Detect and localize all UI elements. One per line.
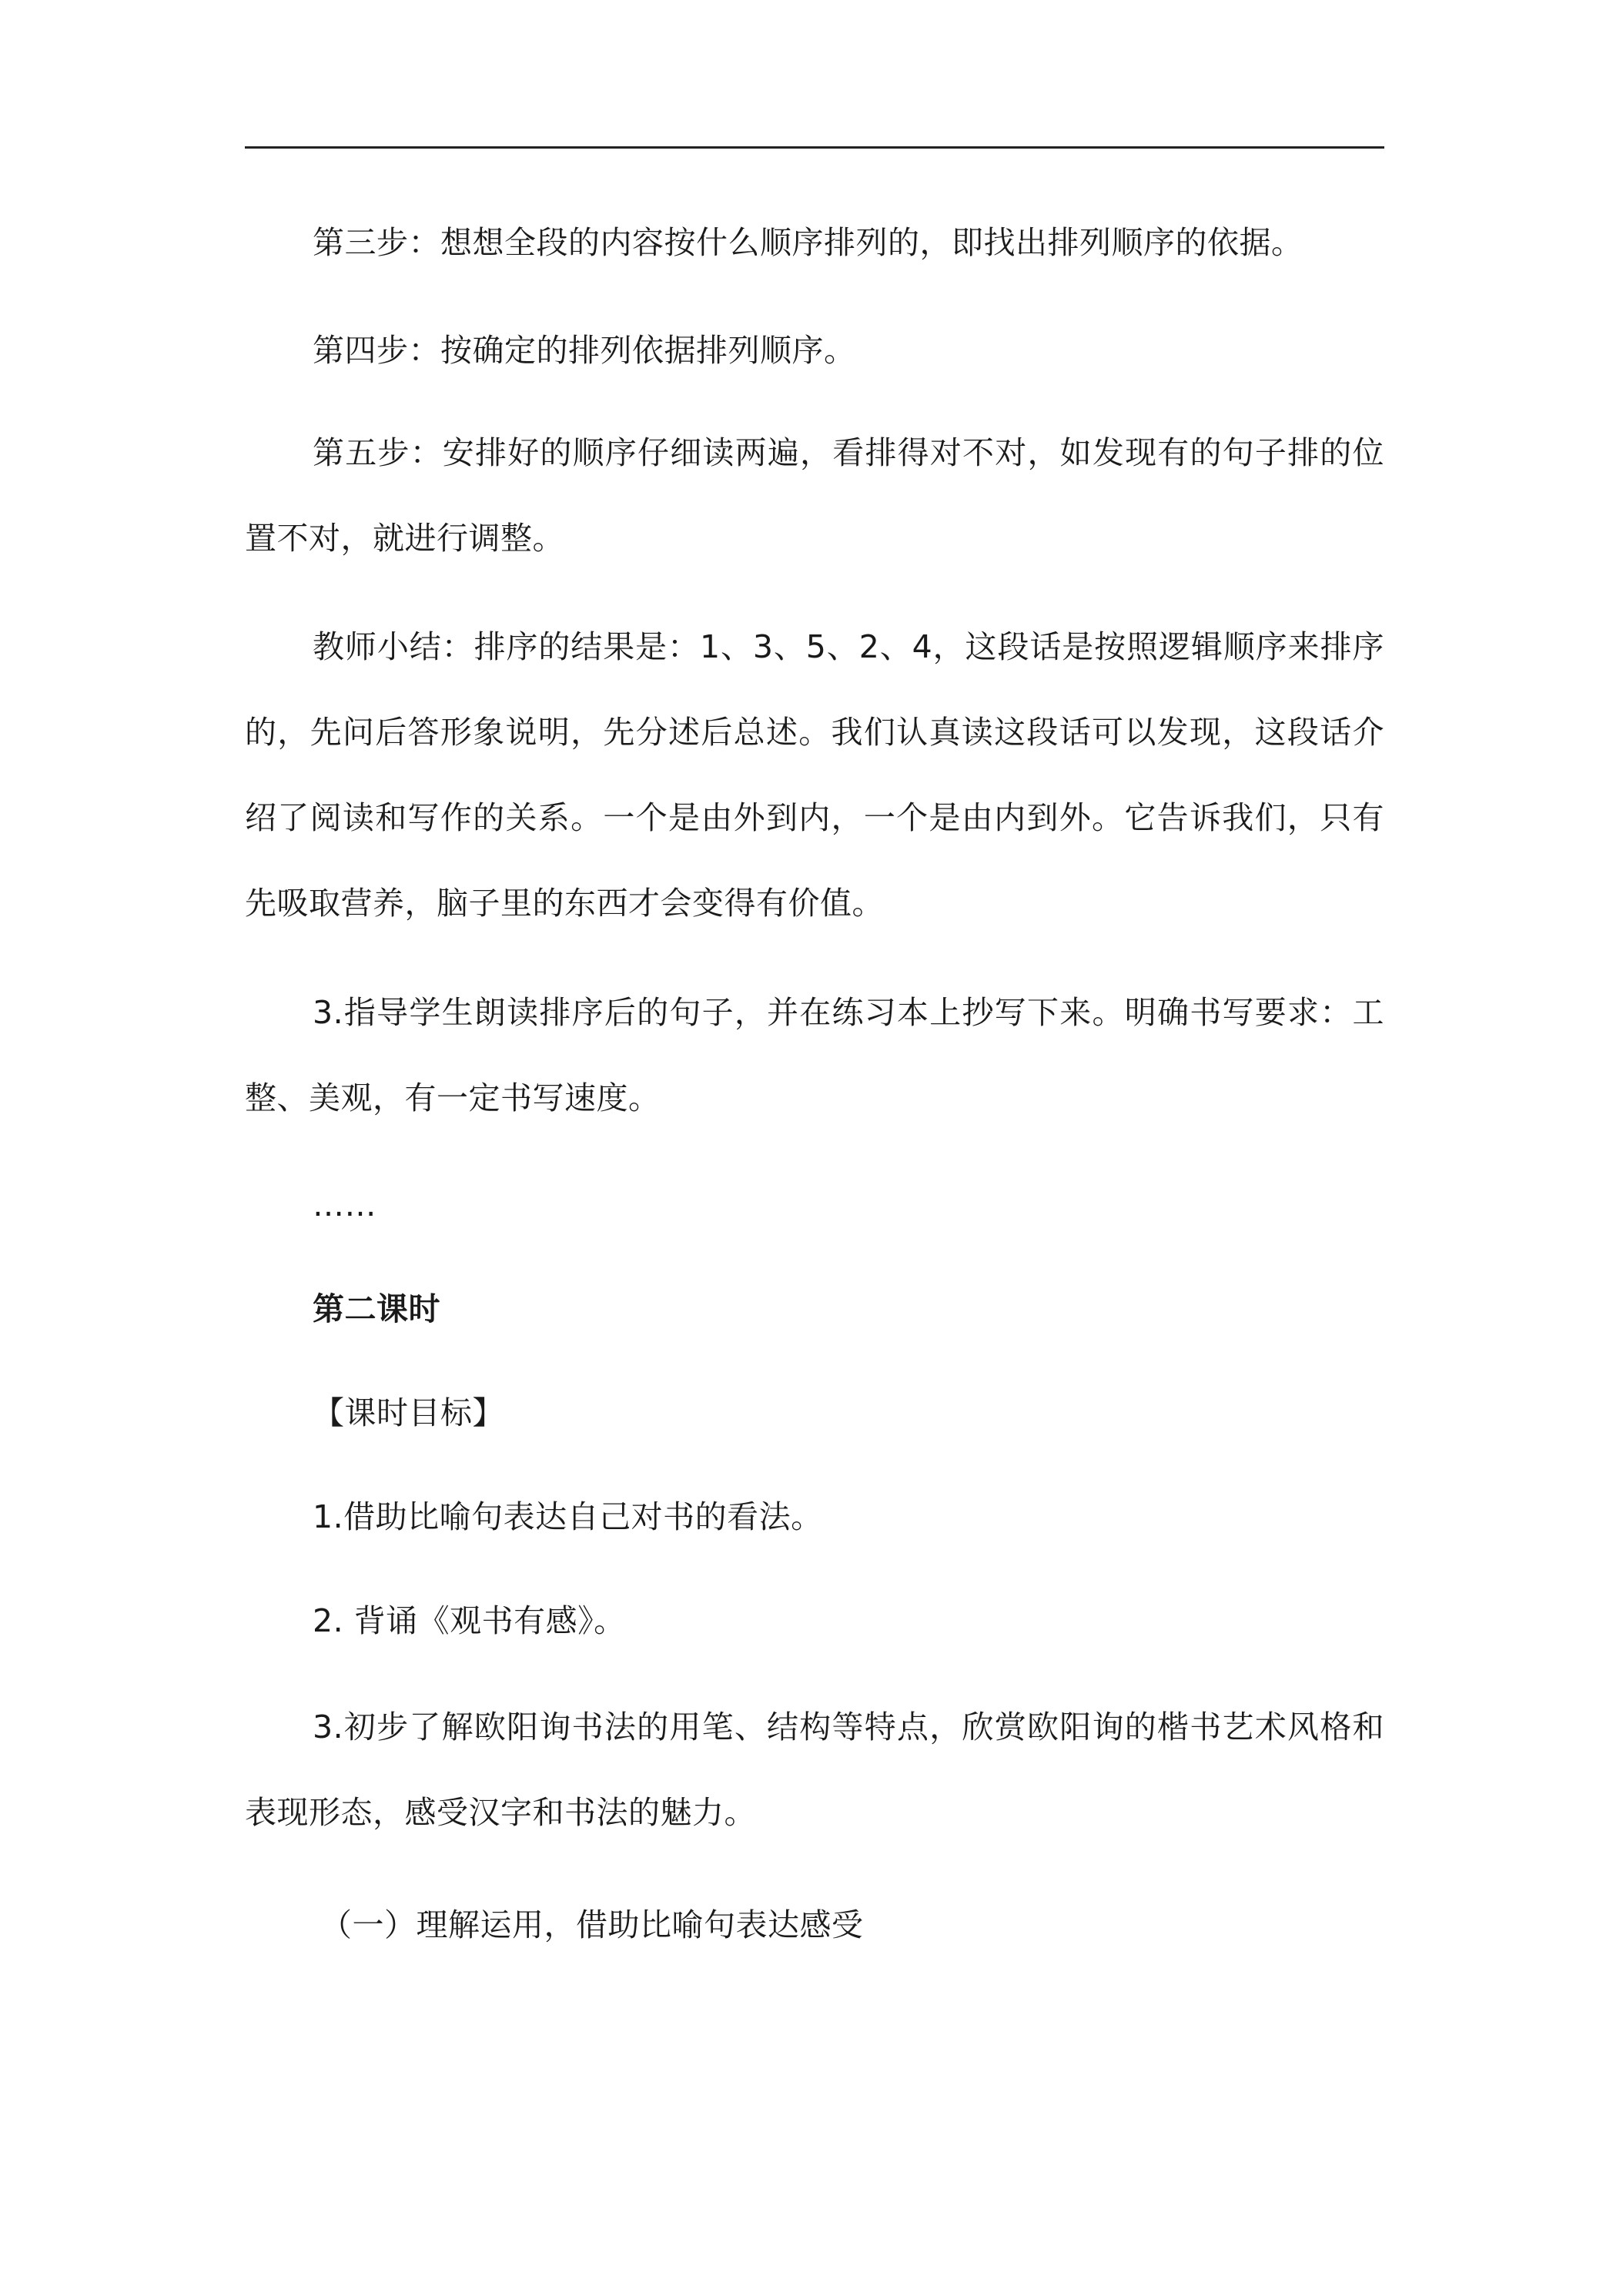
second-lesson-heading: 第二课时 (313, 1290, 440, 1327)
ellipsis-paragraph: …… (313, 1186, 376, 1223)
objective-three: 3.初步了解欧阳询书法的用笔、结构等特点，欣赏欧阳询的楷书艺术风格和表现形态，感受汉字和书法的魅力。 (245, 1709, 1384, 1831)
objective-one: 1.借助比喻句表达自己对书的看法。 (313, 1498, 823, 1535)
guide-reading-paragraph: 3.指导学生朗读排序后的句子，并在练习本上抄写下来。明确书写要求：工整、美观，有一定书写速度。 (245, 994, 1384, 1116)
step-five-paragraph: 第五步：安排好的顺序仔细读两遍，看排得对不对，如发现有的句子排的位置不对，就进行调整。 (245, 434, 1384, 557)
step-four-paragraph: 第四步：按确定的排列依据排列顺序。 (313, 332, 856, 369)
header-rule (245, 146, 1384, 149)
teacher-summary-paragraph: 教师小结：排序的结果是：1、3、5、2、4，这段话是按照逻辑顺序来排序的，先问后答形象说明，先分述后总述。我们认真读这段话可以发现，这段话介绍了阅读和写作的关系。一个是由外到内，一个是由内到外。它告诉我们，只有先吸取营养，脑子里的东西才会变得有价值。 (245, 628, 1384, 922)
lesson-objectives-heading: 【课时目标】 (313, 1394, 504, 1431)
objective-two: 2. 背诵《观书有感》。 (313, 1602, 626, 1639)
step-three-paragraph: 第三步：想想全段的内容按什么顺序排列的，即找出排列顺序的依据。 (313, 224, 1303, 261)
section-one-heading: （一）理解运用，借助比喻句表达感受 (320, 1906, 864, 1943)
